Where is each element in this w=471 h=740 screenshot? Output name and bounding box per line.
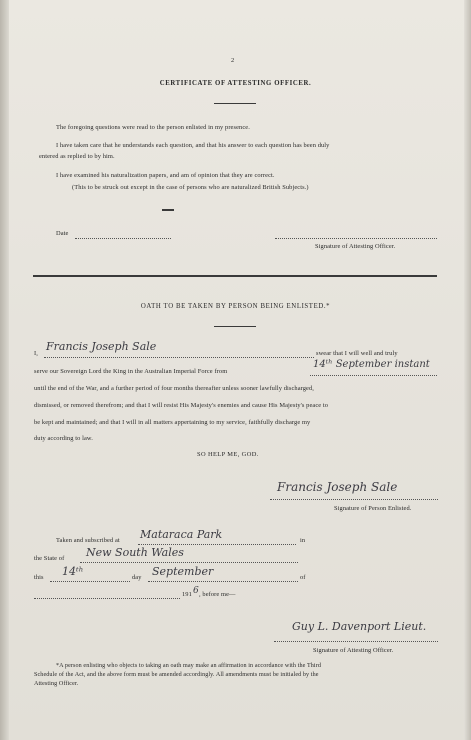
certificate-para-1: The foregoing questions were read to the person enlisted in my presence. xyxy=(56,124,250,131)
date-label: Date xyxy=(56,230,69,237)
oath-line-4: dismissed, or removed therefrom; and that I will resist His Majesty's enemies and cause His Majesty's peace to xyxy=(34,402,329,409)
page-number: 2 xyxy=(231,57,235,64)
certificate-title: CERTIFICATE OF ATTESTING OFFICER. xyxy=(159,80,312,87)
oath-title: OATH TO BE TAKEN BY PERSON BEING ENLISTED.* xyxy=(140,303,331,310)
struck-mark xyxy=(162,209,174,211)
name-line xyxy=(44,357,314,358)
certificate-signature-caption: Signature of Attesting Officer. xyxy=(315,243,396,250)
attesting-officer-line xyxy=(274,641,438,642)
section-divider xyxy=(33,275,437,277)
in-label: in xyxy=(300,537,306,544)
oath-i-label: I, xyxy=(34,350,38,357)
oath-line-1-rest: swear that I will well and truly xyxy=(316,350,398,357)
oath-closing: SO HELP ME, GOD. xyxy=(197,451,259,458)
this-label: this xyxy=(34,574,44,581)
enlistee-name: Francis Joseph Sale xyxy=(46,340,157,353)
scan-edge-left xyxy=(0,0,9,740)
attesting-officer-caption: Signature of Attesting Officer. xyxy=(313,647,394,654)
oath-start-date: 14ᵗʰ September instant xyxy=(313,359,430,370)
oath-line-5: be kept and maintained; and that I will in all matters appertaining to my service, faithfully discharge my xyxy=(34,419,311,426)
month-line xyxy=(148,581,298,582)
before-label: , before me— xyxy=(199,591,236,598)
scan-edge-right xyxy=(464,0,471,740)
oath-line-2: serve our Sovereign Lord the King in the Australian Imperial Force from xyxy=(34,368,228,375)
date-line xyxy=(75,238,171,239)
year-lead-line xyxy=(34,598,180,599)
oath-line-6: duty according to law. xyxy=(34,435,93,442)
footnote-line-2: Schedule of the Act, and the above form must be amended accordingly. All amendments must be initialed by the xyxy=(34,672,319,678)
oath-divider xyxy=(214,326,256,327)
certificate-para-2-line-1: I have taken care that he understands each question, and that his answer to each question has been duly xyxy=(56,142,330,149)
certificate-para-4: (This to be struck out except in the case of persons who are naturalized British Subjects.) xyxy=(72,184,309,191)
start-date-line xyxy=(310,375,437,376)
taken-label: Taken and subscribed at xyxy=(56,537,120,544)
title-divider xyxy=(214,103,256,104)
state-label: the State of xyxy=(34,555,65,562)
officer-signature-line xyxy=(275,238,437,239)
footnote-line-1: *A person enlisting who objects to taking an oath may make an affirmation in accordance with the Third xyxy=(56,663,321,669)
year-prefix: 191 xyxy=(182,591,192,598)
enlistee-signature: Francis Joseph Sale xyxy=(277,480,398,494)
day-handwritten: 14ᵗʰ xyxy=(62,565,84,578)
of-label: of xyxy=(300,574,306,581)
certificate-para-2-line-2: entered as replied to by him. xyxy=(39,153,115,160)
enlistee-signature-line xyxy=(270,499,438,500)
state-line xyxy=(80,562,298,563)
attesting-officer-signature: Guy L. Davenport Lieut. xyxy=(292,620,427,633)
certificate-para-3: I have examined his naturalization papers, and am of opinion that they are correct. xyxy=(56,172,275,179)
day-line xyxy=(50,581,130,582)
footnote-line-3: Attesting Officer. xyxy=(34,681,79,687)
state-handwritten: New South Wales xyxy=(86,546,184,559)
day-label: day xyxy=(132,574,142,581)
enlistee-signature-caption: Signature of Person Enlisted. xyxy=(334,505,412,512)
place-line xyxy=(138,544,296,545)
oath-line-3: until the end of the War, and a further period of four months thereafter unless sooner lawfully discharged, xyxy=(34,385,314,392)
place-handwritten: Mataraca Park xyxy=(140,528,223,541)
year-handwritten: 6 xyxy=(193,586,199,596)
month-handwritten: September xyxy=(152,565,214,578)
